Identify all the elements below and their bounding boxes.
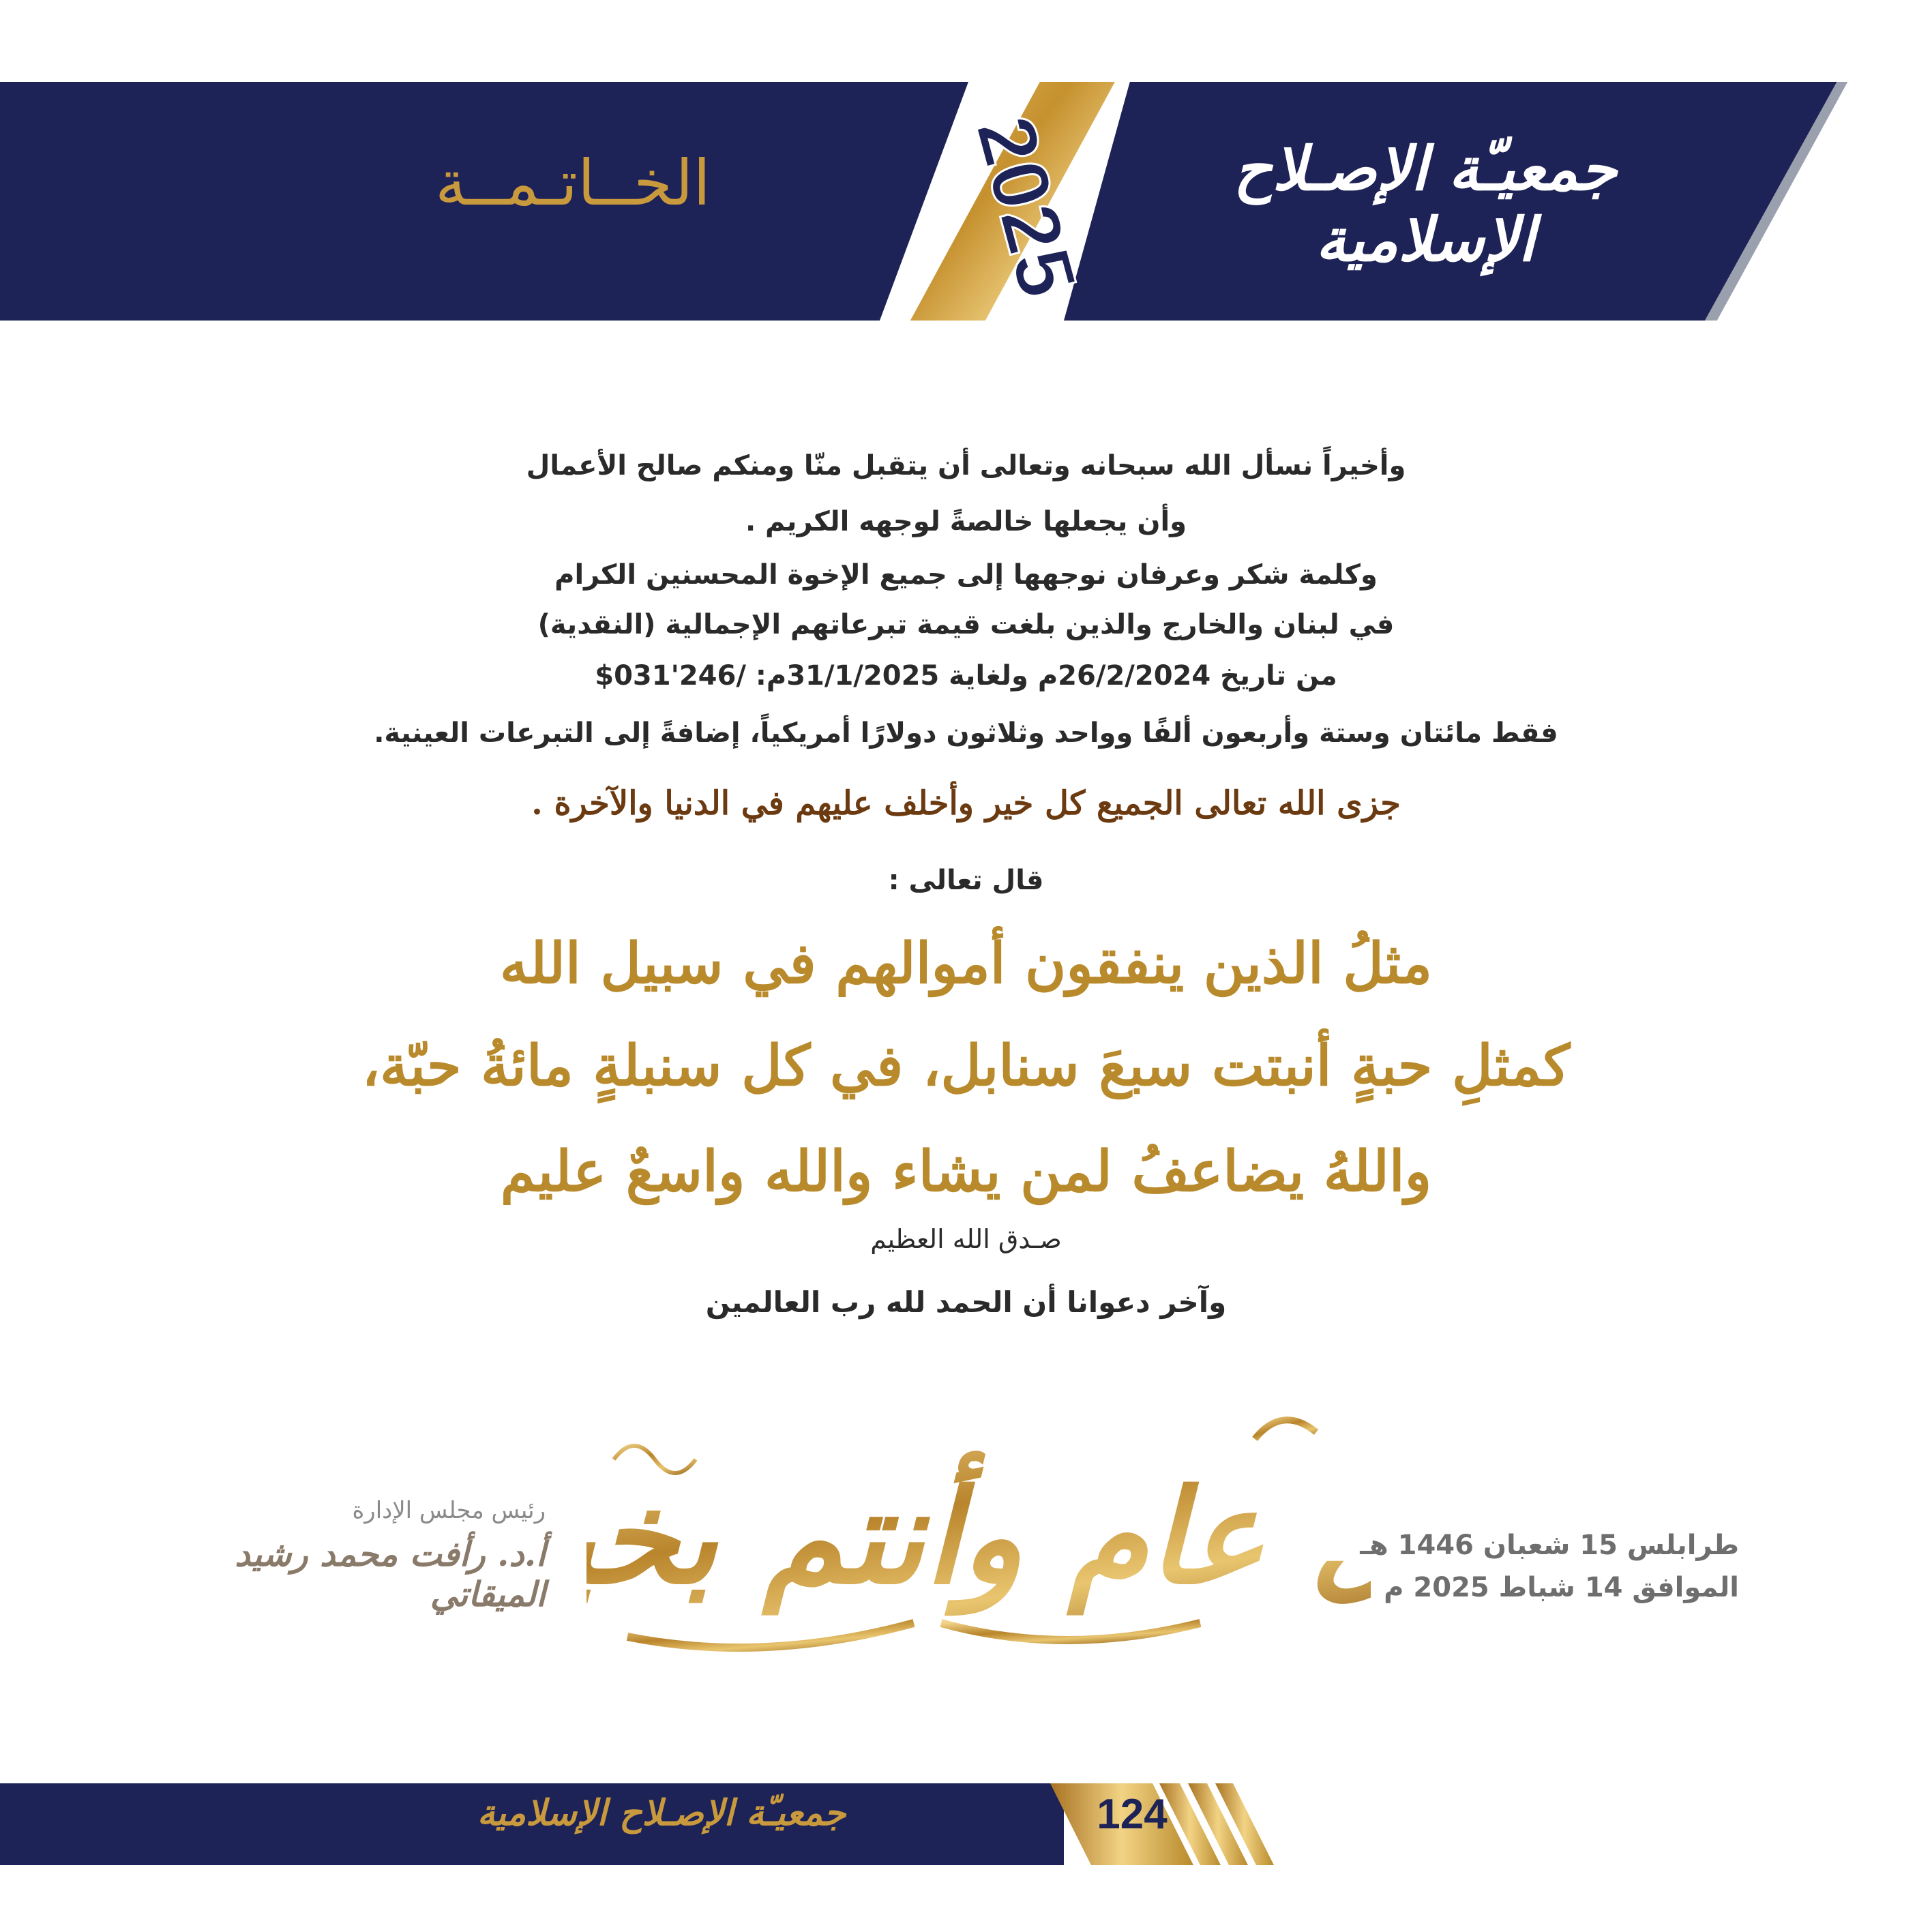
page-number: 124 [1097,1791,1168,1838]
body-line-5: من تاريخ 26/2/2024م ولغاية 31/1/2025م: /246'031$ [595,660,1337,692]
greeting-text: عام وأنتم بخ [597,1461,1265,1613]
body-line-3: وكلمة شكر وعرفان نوجهها إلى جميع الإخوة المحسنين الكرام [554,559,1378,591]
body-line-1: وأخيراً نسأل الله سبحانه وتعالى أن يتقبل منّا ومنكم صالح الأعمال [526,450,1406,481]
footer-org-name: جمعيـّة الإصـلاح الإسلامية [477,1792,846,1834]
section-title: الخــاتـمــة [435,147,711,220]
verse-end: صـدق الله العظيم [870,1224,1062,1254]
year-label: 2025 [958,107,1095,307]
verse-intro: قال تعالى : [888,865,1044,896]
place-date-hijri: طرابلس 15 شعبان 1446 هـ [1360,1530,1739,1561]
signature-name: أ.د. رأفت محمد رشيد الميقاتي [235,1534,546,1614]
verse-line-1: مثلُ الذين ينفقون أموالهم في سبيل الله [499,931,1433,996]
year-ribbon [880,102,1139,321]
place-date [1357,1524,1739,1609]
body-line-2: وأن يجعلها خالصةً لوجهه الكريم . [745,506,1187,537]
verse-line-3: واللهُ يضاعفُ لمن يشاء والله واسعٌ عليم [500,1139,1432,1204]
body-line-6: فقط مائتان وستة وأربعون ألفًا وواحد وثلاثون دولارًا أمريكياً، إضافةً إلى التبرعات العينية. [374,717,1558,749]
closing-prayer: جزى الله تعالى الجميع كل خير وأخلف عليهم في الدنيا والآخرة . [531,784,1401,822]
footer-band [0,1783,1932,1865]
org-name-header: جمعيـّة الإصـلاح الإسلامية [1233,133,1618,275]
final-line: وآخر دعوانا أن الحمد لله رب العالمين [705,1285,1227,1319]
body-line-4: في لبنان والخارج والذين بلغت قيمة تبرعاتهم الإجمالية (النقدية) [537,609,1395,640]
greeting-calligraphy [586,1378,1371,1678]
signature-title: رئيس مجلس الإدارة [352,1497,546,1524]
place-date-gregorian: الموافق 14 شباط 2025 م [1384,1572,1739,1603]
verse-line-2: كمثلِ حبةٍ أنبتت سبعَ سنابل، في كل سنبلةٍ مائةُ حبّة، [361,1033,1571,1099]
signature-block [191,1497,546,1614]
